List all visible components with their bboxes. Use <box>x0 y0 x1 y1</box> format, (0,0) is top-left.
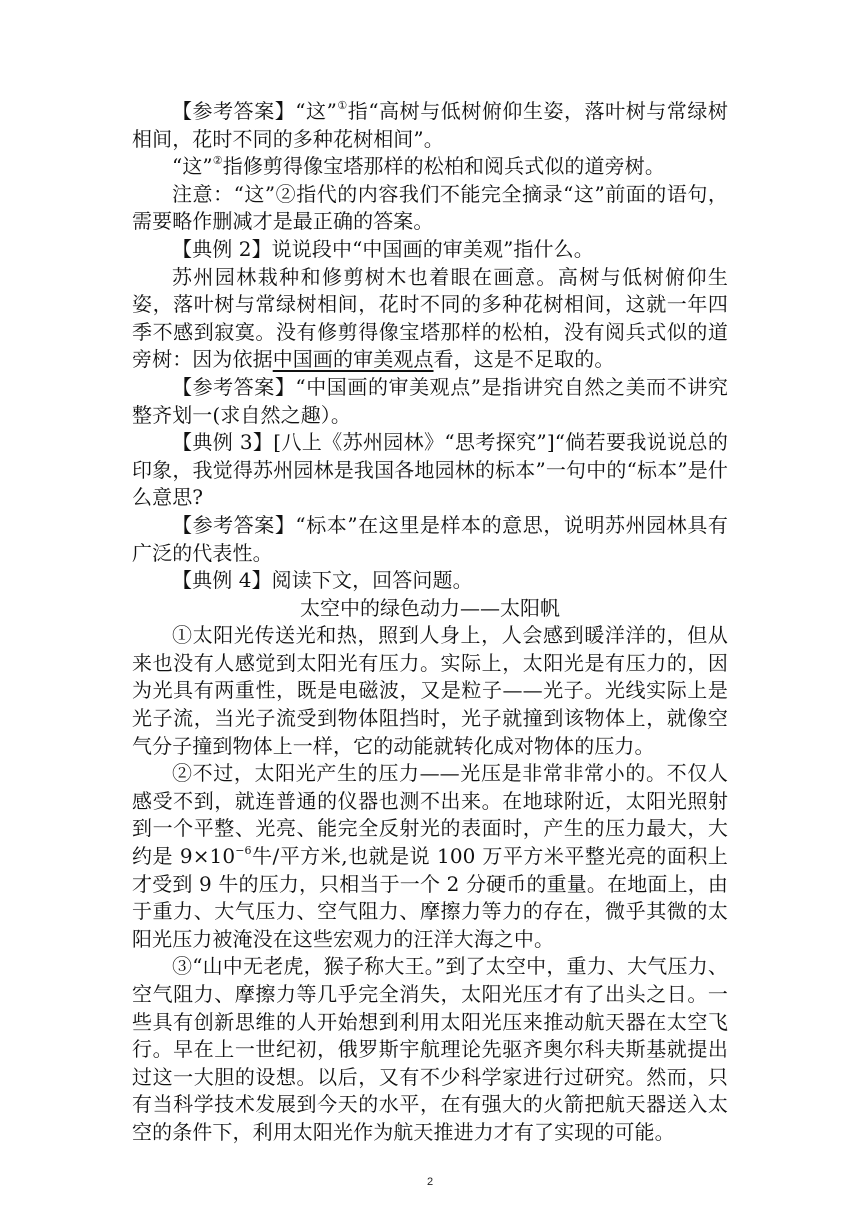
note-paragraph: 注意：“这”②指代的内容我们不能完全摘录“这”前面的语句，需要略作删减才是最正确的答案。 <box>132 181 728 234</box>
superscript-marker-2: ② <box>212 154 223 168</box>
article-paragraph-1: ①太阳光传送光和热，照到人身上，人会感到暖洋洋的，但从来也没有人感觉到太阳光有压力。实际上，太阳光是有压力的，因为光具有两重性，既是电磁波，又是粒子——光子。光线实际上是光子流，当光子流受到物体阻挡时，光子就撞到该物体上，就像空气分子撞到物体上一样，它的动能就转化成对物体的压力。 <box>132 623 728 758</box>
exponent: −6 <box>235 844 252 858</box>
article-paragraph-2: ②不过，太阳光产生的压力——光压是非常非常小的。不仅人感受不到，就连普通的仪器也测不出来。在地球附近，太阳光照射到一个平整、光亮、能完全反射光的表面时，产生的压力最大，大约是 $9\times 10^{-6}$牛/平方米,也就是说 100 万平方米平整光亮的面积上才受到 9 牛的压力，只相当于一个 2 分硬币的重量。在地面上，由于重力、大气压力、空气阻力、摩擦力等力的存在，微乎其微的太阳光压力被淹没在这些宏观力的汪洋大海之中。 <box>132 761 728 951</box>
example-2-passage: 苏州园林栽种和修剪树木也着眼在画意。高树与低树俯仰生姿，落叶树与常绿树相间，花时不同的多种花树相间，这就一年四季不感到寂寞。没有修剪得像宝塔那样的松柏，没有阅兵式似的道旁树：因为依据中国画的审美观点看，这是不足取的。 <box>132 264 728 372</box>
example-3-answer: 【参考答案】“标本”在这里是样本的意思，说明苏州园林具有广泛的代表性。 <box>132 512 728 565</box>
article-paragraph-3: ③“山中无老虎，猴子称大王。”到了太空中，重力、大气压力、空气阻力、摩擦力等几乎完全消失，太阳光压才有了出头之日。一些具有创新思维的人开始想到利用太阳光压来推动航天器在太空飞行。早在上一世纪初，俄罗斯宇航理论先驱齐奥尔科夫斯基就提出过这一大胆的设想。以后，又有不少科学家进行过研究。然而，只有当科学技术发展到今天的水平，在有强大的火箭把航天器送入太空的条件下，利用太阳光作为航天推进力才有了实现的可能。 <box>132 954 728 1144</box>
superscript-marker-1: ① <box>336 99 348 112</box>
answer-paragraph-1: 【参考答案】“这”①指“高树与低树俯仰生姿，落叶树与常绿树相间，花时不同的多种花树相间”。 <box>132 99 728 151</box>
document-page <box>132 98 728 1147</box>
example-2-question: 【典例 2】说说段中“中国画的审美观”指什么。 <box>172 236 594 261</box>
page-number: 2 <box>426 1176 434 1188</box>
article-title: 太空中的绿色动力——太阳帆 <box>300 595 560 620</box>
example-3-question: 【典例 3】[八上《苏州园林》“思考探究”]“倘若要我说说总的印象，我觉得苏州园林是我国各地园林的标本”一句中的“标本”是什么意思? <box>132 430 728 510</box>
example-2-answer: 【参考答案】“中国画的审美观点”是指讲究自然之美而不讲究整齐划一(求自然之趣）。 <box>132 374 728 427</box>
answer-paragraph-2: “这”②指修剪得像宝塔那样的松柏和阅兵式似的道旁树。 <box>172 154 665 179</box>
underlined-phrase: 中国画的审美观点 <box>272 347 434 372</box>
example-4-question: 【典例 4】阅读下文，回答问题。 <box>172 568 473 593</box>
